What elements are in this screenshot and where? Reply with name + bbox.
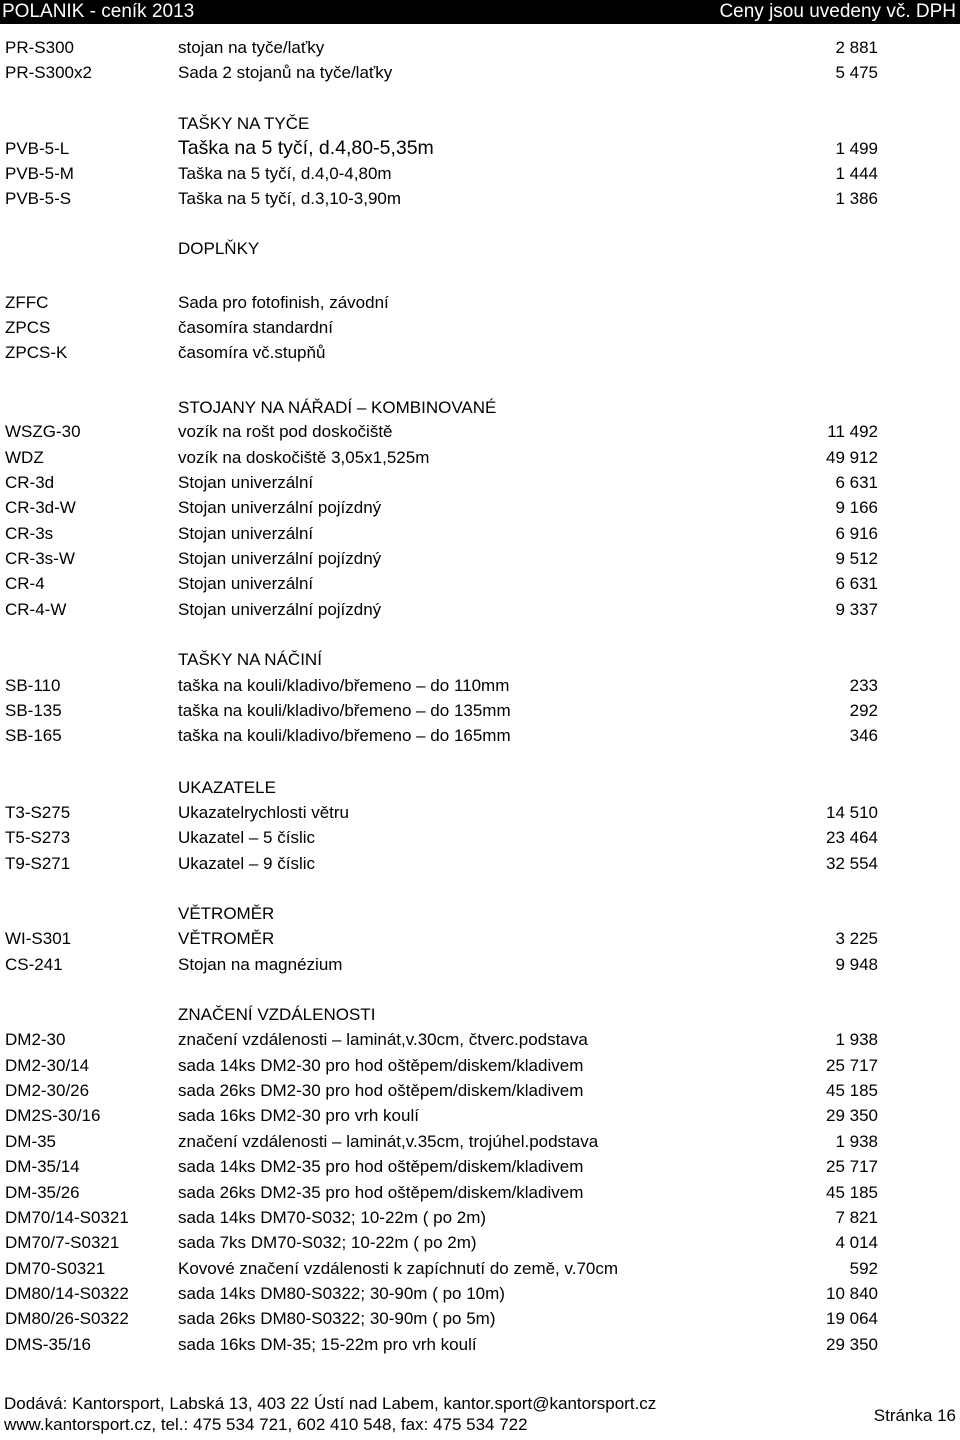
product-row [0,1053,960,1078]
product-description: sada 14ks DM80-S0322; 30-90m ( po 10m) [178,1284,505,1303]
product-row [0,1306,960,1331]
section-heading-row [0,395,960,420]
product-price: 49 912 [826,448,878,467]
product-row [0,952,960,977]
product-price: 5 475 [835,63,878,82]
product-price: 1 499 [835,139,878,158]
product-code: PR-S300 [5,38,74,57]
product-price: 1 938 [835,1132,878,1151]
product-price: 29 350 [826,1335,878,1354]
product-description: sada 26ks DM2-35 pro hod oštěpem/diskem/kladivem [178,1183,584,1202]
product-code: CR-3d-W [5,498,76,517]
section-heading: TAŠKY NA TYČE [178,114,310,133]
section-heading: ZNAČENÍ VZDÁLENOSTI [178,1005,376,1024]
product-code: DM-35/14 [5,1157,80,1176]
product-row [0,340,960,365]
product-row [0,290,960,315]
product-code: PR-S300x2 [5,63,92,82]
product-description: Ukazatel – 5 číslic [178,828,315,847]
product-row [0,851,960,876]
product-price: 10 840 [826,1284,878,1303]
product-description: vozík na doskočiště 3,05x1,525m [178,448,430,467]
section-heading-row [0,647,960,672]
product-row [0,495,960,520]
product-row [0,800,960,825]
product-code: ZPCS [5,318,51,337]
product-code: CR-4 [5,574,45,593]
product-code: DM80/26-S0322 [5,1309,129,1328]
product-description: Ukazatel – 9 číslic [178,854,315,873]
product-code: DM2-30/26 [5,1081,90,1100]
product-row [0,161,960,186]
product-price: 14 510 [826,803,878,822]
section-heading-row [0,775,960,800]
product-code: DM2-30/14 [5,1056,90,1075]
product-row [0,1205,960,1230]
product-description: Sada pro fotofinish, závodní [178,293,389,312]
product-description: Stojan univerzální pojízdný [178,498,382,517]
product-code: DM70-S0321 [5,1259,106,1278]
product-row [0,136,960,161]
product-code: WI-S301 [5,929,72,948]
product-price: 4 014 [835,1233,878,1252]
product-code: PVB-5-M [5,164,74,183]
page-footer [0,1392,960,1440]
product-code: PVB-5-S [5,189,72,208]
product-row [0,419,960,444]
product-row [0,60,960,85]
product-description: taška na kouli/kladivo/břemeno – do 110mm [178,676,510,695]
product-price: 9 337 [835,600,878,619]
product-code: DM-35 [5,1132,57,1151]
product-row [0,1332,960,1357]
product-code: T5-S273 [5,828,71,847]
product-description: sada 14ks DM70-S032; 10-22m ( po 2m) [178,1208,487,1227]
product-code: CR-3s [5,524,54,543]
product-description: sada 26ks DM80-S0322; 30-90m ( po 5m) [178,1309,496,1328]
product-price: 29 350 [826,1106,878,1125]
page-number: Stránka 16 [873,1406,956,1425]
product-description: sada 26ks DM2-30 pro hod oštěpem/diskem/kladivem [178,1081,584,1100]
product-row [0,315,960,340]
product-code: T3-S275 [5,803,71,822]
product-code: ZFFC [5,293,49,312]
product-price: 1 386 [835,189,878,208]
product-description: VĚTROMĚR [178,929,275,948]
product-description: sada 16ks DM-35; 15-22m pro vrh koulí [178,1335,477,1354]
product-code: WSZG-30 [5,422,81,441]
product-code: DM70/7-S0321 [5,1233,120,1252]
product-description: časomíra vč.stupňů [178,343,326,362]
product-code: DM70/14-S0321 [5,1208,129,1227]
product-price: 11 492 [827,422,878,441]
product-price: 9 512 [835,549,878,568]
product-description: značení vzdálenosti – laminát,v.35cm, trojúhel.podstava [178,1132,599,1151]
product-description: sada 14ks DM2-30 pro hod oštěpem/diskem/kladivem [178,1056,584,1075]
product-price: 7 821 [835,1208,878,1227]
product-description: Stojan univerzální [178,473,314,492]
product-row [0,723,960,748]
product-price: 25 717 [826,1056,878,1075]
product-code: CS-241 [5,955,63,974]
product-code: SB-110 [5,676,61,695]
product-code: DM2S-30/16 [5,1106,101,1125]
product-code: CR-3d [5,473,55,492]
product-description: sada 16ks DM2-30 pro vrh koulí [178,1106,419,1125]
product-code: DM-35/26 [5,1183,80,1202]
product-description: Kovové značení vzdálenosti k zapíchnutí do země, v.70cm [178,1259,619,1278]
product-code: PVB-5-L [5,139,70,158]
product-price: 9 166 [835,498,878,517]
contact-line: www.kantorsport.cz, tel.: 475 534 721, 602 410 548, fax: 475 534 722 [4,1415,528,1434]
product-row [0,1078,960,1103]
section-heading: UKAZATELE [178,778,276,797]
product-price: 45 185 [826,1081,878,1100]
product-description: Stojan univerzální pojízdný [178,549,382,568]
product-description: časomíra standardní [178,318,333,337]
product-price: 6 631 [835,574,878,593]
product-description: Taška na 5 tyčí, d.4,80-5,35m [178,137,434,159]
product-description: Ukazatelrychlosti větru [178,803,350,822]
product-row [0,1230,960,1255]
product-description: taška na kouli/kladivo/břemeno – do 165mm [178,726,511,745]
product-description: Stojan na magnézium [178,955,343,974]
product-description: Taška na 5 tyčí, d.4,0-4,80m [178,164,392,183]
product-row [0,571,960,596]
product-price: 3 225 [835,929,878,948]
product-code: ZPCS-K [5,343,68,362]
product-code: DMS-35/16 [5,1335,91,1354]
product-code: CR-4-W [5,600,67,619]
section-heading: DOPLŇKY [178,239,260,258]
product-code: WDZ [5,448,44,467]
product-row [0,1154,960,1179]
product-row [0,825,960,850]
product-price: 32 554 [826,854,878,873]
section-heading-row [0,1002,960,1027]
product-row [0,521,960,546]
product-price: 1 444 [835,164,878,183]
product-price: 6 916 [835,524,878,543]
product-description: Stojan univerzální [178,574,314,593]
product-row [0,1256,960,1281]
product-row [0,1027,960,1052]
product-description: značení vzdálenosti – laminát,v.30cm, čtverc.podstava [178,1030,588,1049]
product-row [0,546,960,571]
section-heading: VĚTROMĚR [178,904,275,923]
section-heading-row [0,901,960,926]
product-row [0,470,960,495]
product-price: 25 717 [826,1157,878,1176]
product-row [0,926,960,951]
product-row [0,1129,960,1154]
product-row [0,1180,960,1205]
section-heading-row [0,236,960,261]
document-title: POLANIK - ceník 2013 [2,1,195,22]
product-description: stojan na tyče/laťky [178,38,325,57]
product-code: DM80/14-S0322 [5,1284,129,1303]
section-heading-row [0,111,960,136]
product-price: 346 [849,726,878,745]
product-row [0,673,960,698]
product-price: 2 881 [835,38,878,57]
product-price: 6 631 [835,473,878,492]
product-description: Stojan univerzální pojízdný [178,600,382,619]
product-code: SB-165 [5,726,62,745]
product-price: 45 185 [826,1183,878,1202]
product-price: 1 938 [835,1030,878,1049]
product-description: sada 14ks DM2-35 pro hod oštěpem/diskem/kladivem [178,1157,584,1176]
product-row [0,445,960,470]
section-heading: STOJANY NA NÁŘADÍ – KOMBINOVANÉ [178,398,497,417]
product-row [0,597,960,622]
product-price: 233 [849,676,878,695]
supplier-line: Dodává: Kantorsport, Labská 13, 403 22 Ústí nad Labem, kantor.sport@kantorsport.cz [4,1394,657,1413]
product-row [0,186,960,211]
product-row [0,1281,960,1306]
product-description: vozík na rošt pod doskočiště [178,422,393,441]
product-row [0,698,960,723]
product-code: T9-S271 [5,854,71,873]
product-price: 292 [849,701,878,720]
product-row [0,1103,960,1128]
product-description: Stojan univerzální [178,524,314,543]
product-price: 592 [849,1259,878,1278]
product-description: sada 7ks DM70-S032; 10-22m ( po 2m) [178,1233,477,1252]
product-code: SB-135 [5,701,62,720]
product-code: DM2-30 [5,1030,66,1049]
product-price: 9 948 [835,955,878,974]
product-price: 23 464 [826,828,878,847]
product-description: Taška na 5 tyčí, d.3,10-3,90m [178,189,402,208]
section-heading: TAŠKY NA NÁČINÍ [178,650,322,669]
product-description: taška na kouli/kladivo/břemeno – do 135mm [178,701,511,720]
product-row [0,35,960,60]
product-price: 19 064 [826,1309,878,1328]
product-code: CR-3s-W [5,549,75,568]
product-description: Sada 2 stojanů na tyče/laťky [178,63,393,82]
price-note: Ceny jsou uvedeny vč. DPH [719,1,956,22]
